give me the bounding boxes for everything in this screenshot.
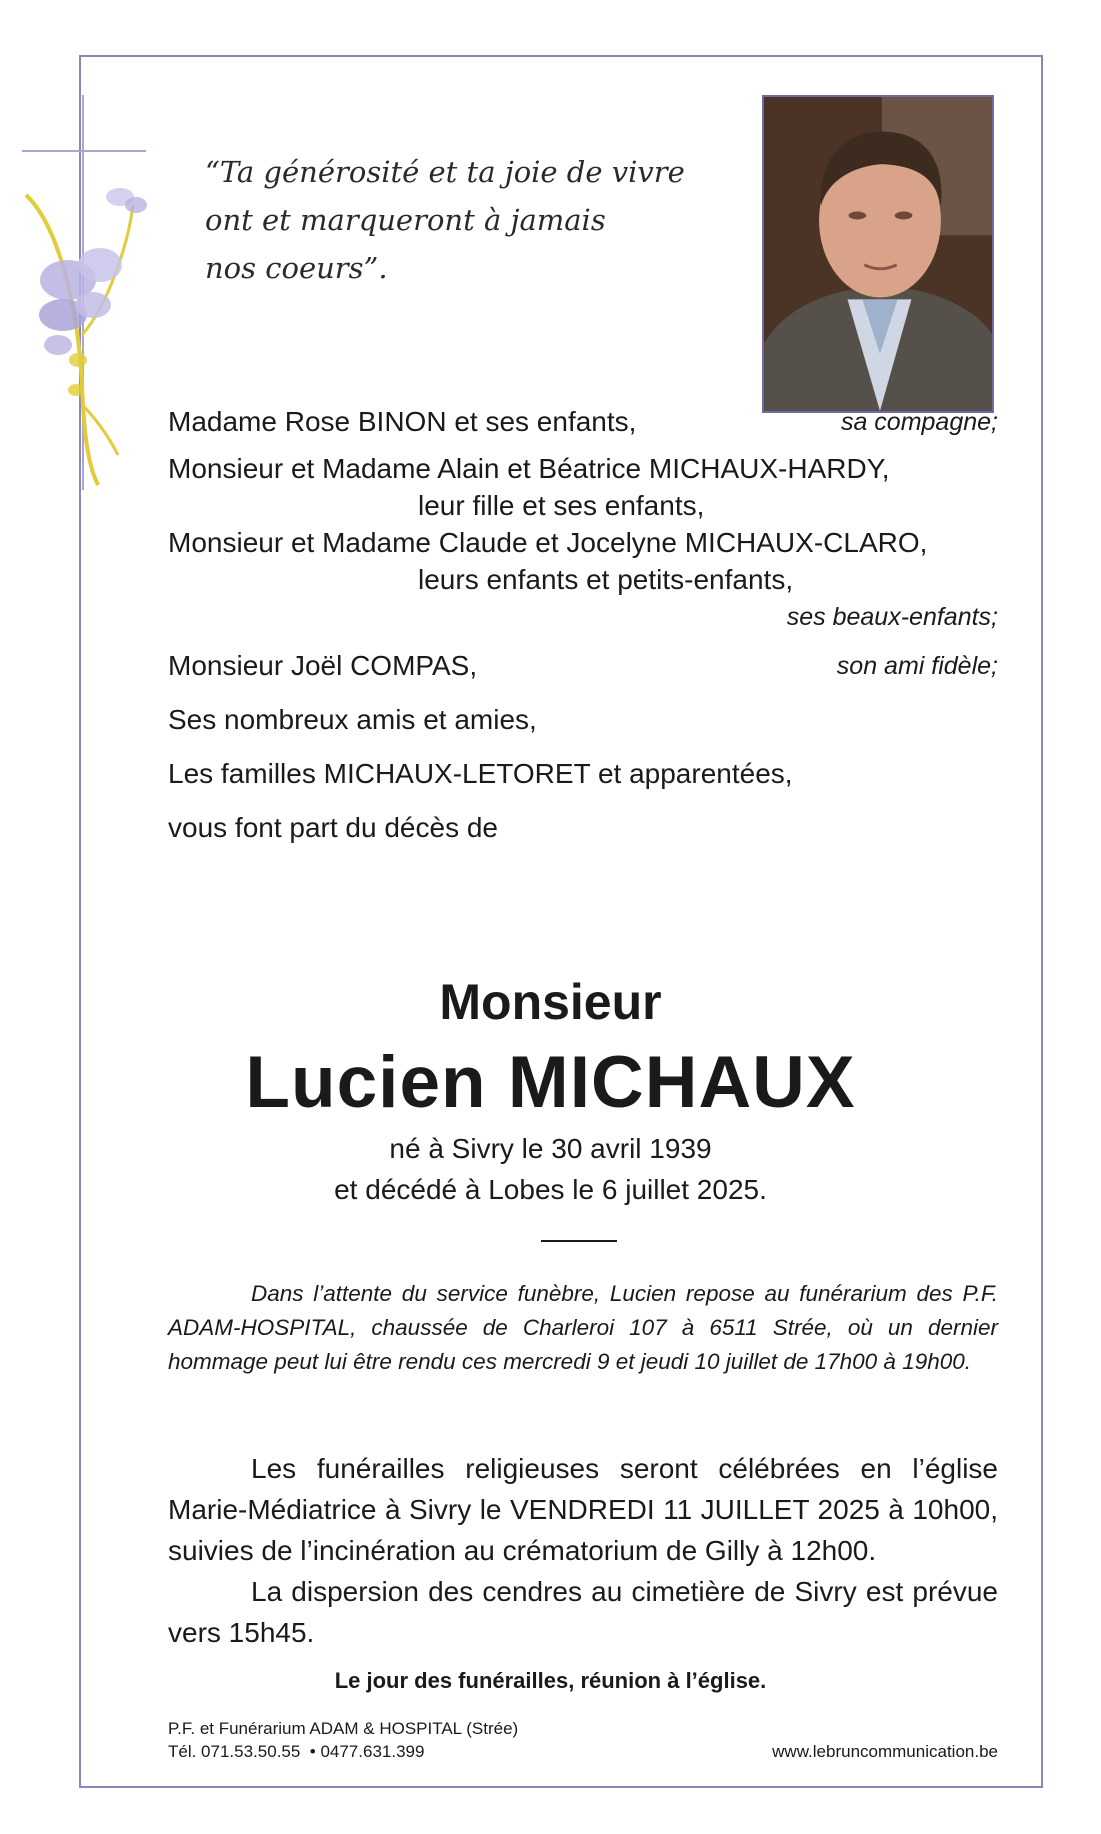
memorial-quote: “Ta générosité et ta joie de vivre ont et marqueront à jamais nos coeurs”.	[205, 155, 685, 285]
family-line-text: Madame Rose BINON et ses enfants,	[168, 406, 637, 437]
footer-funeral-home: P.F. et Funérarium ADAM & HOSPITAL (Strée)	[168, 1719, 519, 1738]
family-line-text: vous font part du décès de	[168, 812, 498, 843]
family-line-text: Monsieur et Madame Claude et Jocelyne MICHAUX-CLARO,	[168, 527, 928, 558]
footer-phones: Tél. 071.53.50.55 • 0477.631.399	[168, 1742, 425, 1761]
family-line-text: leurs enfants et petits-enfants,	[418, 564, 794, 595]
family-line-text: Les familles MICHAUX-LETORET et apparentées,	[168, 758, 793, 789]
viewing-paragraph: Dans l’attente du service funèbre, Lucien repose au funérarium des P.F. ADAM-HOSPITAL, chaussée de Charleroi 107 à 6511 Strée, où un dernier hommage peut lui être rendu ces mercredi 9 et jeudi 10 juillet de 17h00 à 19h00.	[168, 1281, 998, 1374]
deceased-name: Lucien MICHAUX	[245, 1042, 856, 1123]
family-line-text: Monsieur Joël COMPAS,	[168, 650, 478, 681]
cross-horizontal	[22, 150, 146, 152]
deceased-honorific: Monsieur	[439, 974, 662, 1030]
reunion-note: Le jour des funérailles, réunion à l’église.	[334, 1668, 767, 1693]
portrait-photo	[762, 95, 994, 413]
family-line-text: leur fille et ses enfants,	[418, 490, 705, 521]
family-line-note: son ami fidèle;	[836, 652, 998, 680]
family-line-note: ses beaux-enfants;	[786, 603, 998, 631]
death-info: et décédé à Lobes le 6 juillet 2025.	[334, 1174, 767, 1205]
birth-info: né à Sivry le 30 avril 1939	[389, 1133, 712, 1164]
footer-website[interactable]: www.lebruncommunication.be	[772, 1742, 998, 1761]
ashes-paragraph: La dispersion des cendres au cimetière de Sivry est prévue vers 15h45.	[168, 1576, 998, 1648]
separator-rule	[541, 1240, 617, 1242]
family-line-text: Ses nombreux amis et amies,	[168, 704, 537, 735]
family-line-note: sa compagne;	[840, 408, 998, 436]
freesia-flower-icon	[18, 185, 173, 490]
funeral-paragraph: Les funérailles religieuses seront célébrées en l’église Marie-Médiatrice à Sivry le VENDREDI 11 JUILLET 2025 à 10h00, suivies de l’incinération au crématorium de Gilly à 12h00.	[168, 1453, 998, 1566]
family-line-text: Monsieur et Madame Alain et Béatrice MICHAUX-HARDY,	[168, 453, 890, 484]
